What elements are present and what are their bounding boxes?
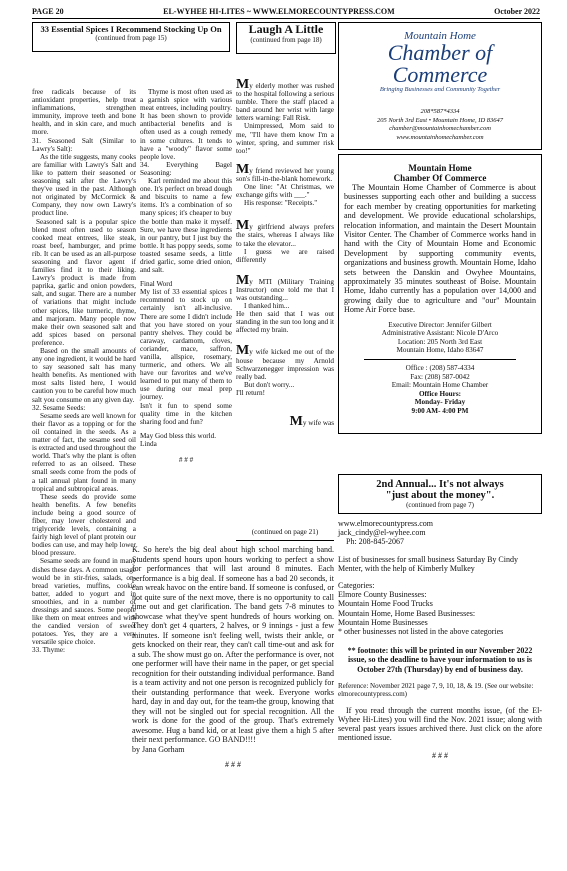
chamber-heading-1: Mountain Home	[408, 163, 472, 173]
paragraph: free radicals because of its antioxidant properties, help treat inflammations, strengthen immunity, improve teeth and bone health, and in skin care, and much more.	[32, 88, 136, 137]
hours-label: Office Hours:	[418, 389, 462, 398]
hours: 9:00 AM- 4:00 PM	[411, 407, 469, 416]
annual-body	[338, 519, 542, 760]
joke-text: My girlfriend always prefers the stairs, whereas I always like to take the elevator...	[236, 218, 334, 248]
laugh-title: Laugh A Little	[248, 22, 324, 36]
joke-text: My friend reviewed her young son's fill-in-the-blank homework.	[236, 161, 334, 183]
footnote: ** footnote: this will be printed in our November 2022 issue, so the deadline to have your information to us is October 27th (Thursday) by end of business day.	[347, 646, 533, 674]
days: Monday- Friday	[414, 398, 466, 407]
divider	[364, 359, 516, 360]
band-text: K. So here's the big deal about high school marching band. Students spend hours upon hours working to perfect a show for performances that will last around 8 minutes. Each performance is a big deal. If someone has a bad 20 seconds, it can wreak havoc on the entire band. If someone is confused, or not quite sure of the next move, there is no opportunity to call time out and get clarification. The band gets 7-8 minutes to showcase what they've spent hundreds of hours working on. They don't get 4 quarters, 2 halves, or 9 innings - just a few minutes. If someone isn't feeling well, twists their ankle, or gets knocked on their rear, they can't call time-out and ask for a sub. The show must go on. After the performance is over, not one performer will have their name in the paper, or get special recognition for their outstanding individual performance. Band is a team activity and not one person is recognized publicly for their outstanding performance that week. Everyone works hard, day in and day out, for the team-the group, knowing that they will not be singled out for special recognition. All the work is done for the good of the group. That's extremely awesome. Hug a band kid, or at least give them a high 5 after their next performance. GO BAND!!!!	[132, 545, 334, 744]
page-header	[32, 4, 540, 19]
joke-text: His response: "Receipts."	[244, 199, 318, 208]
annual-title-a: 2nd Annual... It's not always	[376, 479, 504, 490]
reference: Reference: November 2021 page 7, 9, 10, 18, & 19. (See our website: elmorecountypress.com)	[338, 681, 534, 698]
annual-title	[342, 479, 538, 509]
fax: Fax: (208) 587-0042	[410, 372, 470, 381]
logo-top: Mountain Home	[404, 30, 476, 42]
band-author: by Jana Gorham	[132, 744, 185, 754]
subheading: 34. Everything Bagel Seasoning:	[140, 160, 232, 177]
spices-title	[32, 25, 230, 43]
end-mark: # # #	[225, 760, 241, 769]
annual-cont-from: (continued from page 7)	[406, 501, 474, 509]
city: Mountain Home, Idaho 83647	[396, 346, 484, 355]
subheading: Final Word	[140, 280, 173, 289]
paragraph: Sesame seeds are well known for their flavor as a topping or for the oil contained in the seeds. As a matter of fact, the sesame seed oil is extracted and used throughout the world. That's why the plant is often referred to as an oilseed. These small seeds come from the pods of a tall annual plant found in many tropical and subtropical areas.	[32, 411, 136, 493]
page-number: PAGE 20	[32, 6, 64, 16]
ad-address: 205 North 3rd East • Mountain Home, ID 83647	[376, 116, 504, 124]
subheading: 31. Seasoned Salt (Similar to Lawry's Salt):	[32, 136, 136, 153]
category: Elmore County Businesses:	[338, 590, 427, 600]
laugh-cont-on: (continued on page 21)	[251, 528, 319, 536]
laugh-column	[236, 77, 334, 429]
paragraph: These seeds do provide some health benefits. A few benefits include being a good source of fiber, may lower cholesterol and triglyceride levels, containing a fairly high level of plant protein our bodies can use, and may help lower blood pressure.	[32, 492, 136, 558]
logo-tagline: Bringing Businesses and Community Together	[379, 86, 501, 93]
paragraph: Sesame seeds are found in many dishes these days. A common usage would be in stir-fries, salads, on-bread varieties, muffins, cookie batter, added to yogurt and in smoothies, and in a number of dressings and sauces. Some people like them on meat entrees and with the candied version of sweet potatoes. Yes, they are a very versatile spice choice.	[32, 557, 136, 647]
email: Email: Mountain Home Chamber	[391, 381, 489, 390]
chamber-info	[344, 163, 536, 416]
chamber-ad-contact	[342, 108, 538, 142]
email: jack_cindy@el-wyhee.com	[338, 528, 426, 538]
category: Mountain Home Businesses	[338, 617, 428, 627]
ad-email: chamber@mountainhomechamber.com	[389, 125, 491, 132]
paragraph: As the title suggests, many cooks are familiar with Lawry's Salt and like to pattern their seasoned or seasoning salt after the Lawry's they've used in the past. Although not originated by McCormick & Company, they now own Lawry's product line.	[32, 152, 136, 218]
subheading: 32. Sesame Seeds:	[32, 403, 86, 412]
end-mark: # # #	[432, 750, 448, 760]
joke-text: My wife was	[289, 414, 334, 429]
dropcap: M	[236, 77, 250, 92]
joke-text: I guess we are raised differently	[236, 247, 334, 264]
spices-cont-from: (continued from page 15)	[95, 34, 167, 42]
location: Location: 205 North 3rd East	[397, 337, 483, 346]
dropcap: M	[289, 414, 303, 429]
signature: Linda	[140, 439, 157, 448]
category: Mountain Home, Home Based Businesses:	[338, 608, 476, 618]
chamber-logo	[342, 30, 538, 93]
ad-web: www.mountainhomechamber.com	[396, 133, 484, 141]
joke-text: Unimpressed, Mom said to me, "I'll have them know I'm a winter, spring, and summer risk too!"	[236, 122, 334, 155]
divider	[236, 540, 334, 541]
chamber-contacts	[344, 321, 536, 416]
paragraph: Isn't it fun to spend some quality time in the kitchen sharing food and fun?	[140, 401, 232, 426]
dropcap: M	[236, 218, 250, 234]
categories-label: Categories:	[338, 581, 375, 591]
paragraph: Based on the small amounts of any one ingredient, it would be hard to say seasoned salt has many health benefits. As mentioned with most salts listed here, I would caution you to be careful how much salt you consume on any given day.	[32, 347, 136, 404]
list-intro: List of businesses for small business Saturday By Cindy Menter, with the help of Kimberly Mulkey	[338, 554, 518, 573]
joke-text: But don't worry...	[244, 380, 295, 389]
ad-phone: 208*587*4334	[420, 108, 460, 115]
spices-title-text: 33 Essential Spices I Recommend Stocking Up On	[40, 24, 222, 34]
category: * other businesses not listed in the above categories	[338, 627, 504, 637]
issue-date: October 2022	[494, 6, 540, 16]
category: Mountain Home Food Trucks	[338, 599, 433, 609]
joke-text: I thanked him...	[244, 302, 290, 311]
spices-col-1	[32, 88, 136, 655]
joke-text: I'll return!	[236, 388, 266, 397]
dropcap: M	[236, 343, 250, 359]
subheading: 33. Thyme:	[32, 646, 66, 655]
joke-text: One line: "At Christmas, we exchange gifts with ___."	[236, 183, 334, 200]
laugh-title-box	[236, 22, 336, 54]
joke-text: My MTI (Military Training Instructor) once told me that I was outstanding...	[236, 272, 334, 302]
assistant: Administrative Assistant: Nicole D'Arco	[381, 329, 499, 338]
office-phone: Office : (208) 587-4334	[405, 364, 475, 373]
sign-off: May God bless this world.	[140, 431, 217, 440]
joke-text: He then said that I was out standing in the sun too long and it affected my brain.	[236, 310, 334, 335]
laugh-cont-from: (continued from page 18)	[250, 36, 322, 44]
chamber-body: The Mountain Home Chamber of Commerce is about businesses supporting each other and building a success for each member by creating opportunities for marketing and development. We provide educational scholarships, relocation information, and maintain the Desert Mountain Visitor Center. The Chamber of Commerce works hand in hand with the City of Mountain Home and Economic Development by supporting community events, organizations and business growth. Mountain Home, Idaho sets between the Danskin and Owyhee Mountains, approximately 35 minutes southeast of Boise. Mountain Home, Idaho currently has a population over 14,000 and growing daily due to agriculture and "our" Mountain Home Air Force base.	[344, 183, 536, 315]
joke-text: My elderly mother was rushed to the hospital following a serious tumble. There the staff placed a band around her wrist with large letters warning: Fall Risk.	[236, 77, 334, 123]
chamber-heading-2: Chamber Of Commerce	[393, 173, 487, 183]
paragraph: Thyme is most often used as a garnish spice with various meat entrees, including poultry. It has been shown to provide antibacterial benefits and is often used as a cough remedy in some cultures. It tends to have a "woody" flavor some people love.	[140, 88, 232, 161]
paragraph: Seasoned salt is a popular spice blend most often used to season cooked meat entrees, like steak, roast beef, hamburger, and prime rib. It can be used as an all-purpose seasoning and flavor agent if families find it to their liking. Lawry's product is made from paprika, garlic and onion powders, salt, and sugar. There are a number of variations that might include other spices, like turmeric, thyme, and marjoram. Many people now make their own seasoned salt and add spices based on personal preference.	[32, 217, 136, 347]
spices-col-2	[140, 88, 232, 464]
website: www.elmorecountypress.com	[338, 519, 434, 528]
paragraph: My list of 33 essential spices I recommend to stock up on certainly isn't all-inclusive. There are some I didn't include that you have stored on your pantry shelves. They could be caraway, cardamom, cloves, coriander, mace, saffron, vanilla, allspice, rosemary, turmeric, and others. We all have our favorites and we've learned to put many of them to use during our meal prep journey.	[140, 288, 232, 402]
paragraph: Karl reminded me about this one. It's perfect on bread dough and biscuits to name a few items. It's a combination of so many spices; it's cheaper to buy the bottle than make it myself. Sure, we have these ingredients in our pantry, but I just buy the bottle. It has poppy seeds, some toasted sesame seeds, a little dried garlic, some dried onion, and salt.	[140, 177, 232, 275]
phone: Ph: 208-845-2067	[346, 537, 404, 547]
director: Executive Director: Jennifer Gilbert	[388, 320, 492, 329]
dropcap: M	[236, 161, 250, 177]
publication-name: EL-WYHEE HI-LITES ~ WWW.ELMORECOUNTYPRESS.COM	[163, 6, 395, 16]
annual-title-b: "just about the money".	[385, 490, 495, 501]
end-mark: # # #	[178, 456, 194, 465]
logo-main: Chamber of Commerce	[387, 40, 493, 87]
dropcap: M	[236, 272, 250, 288]
closing: If you read through the current months issue, (of the El-Wyhee Hi-Lites) you will find the Nov. 2021 issue; along with several past years issues archived there. Just click on the afore mentioned issue.	[338, 705, 542, 743]
joke-text: My wife kicked me out of the house because my Arnold Schwarzenegger impression was really bad.	[236, 343, 334, 381]
band-article	[132, 545, 334, 770]
